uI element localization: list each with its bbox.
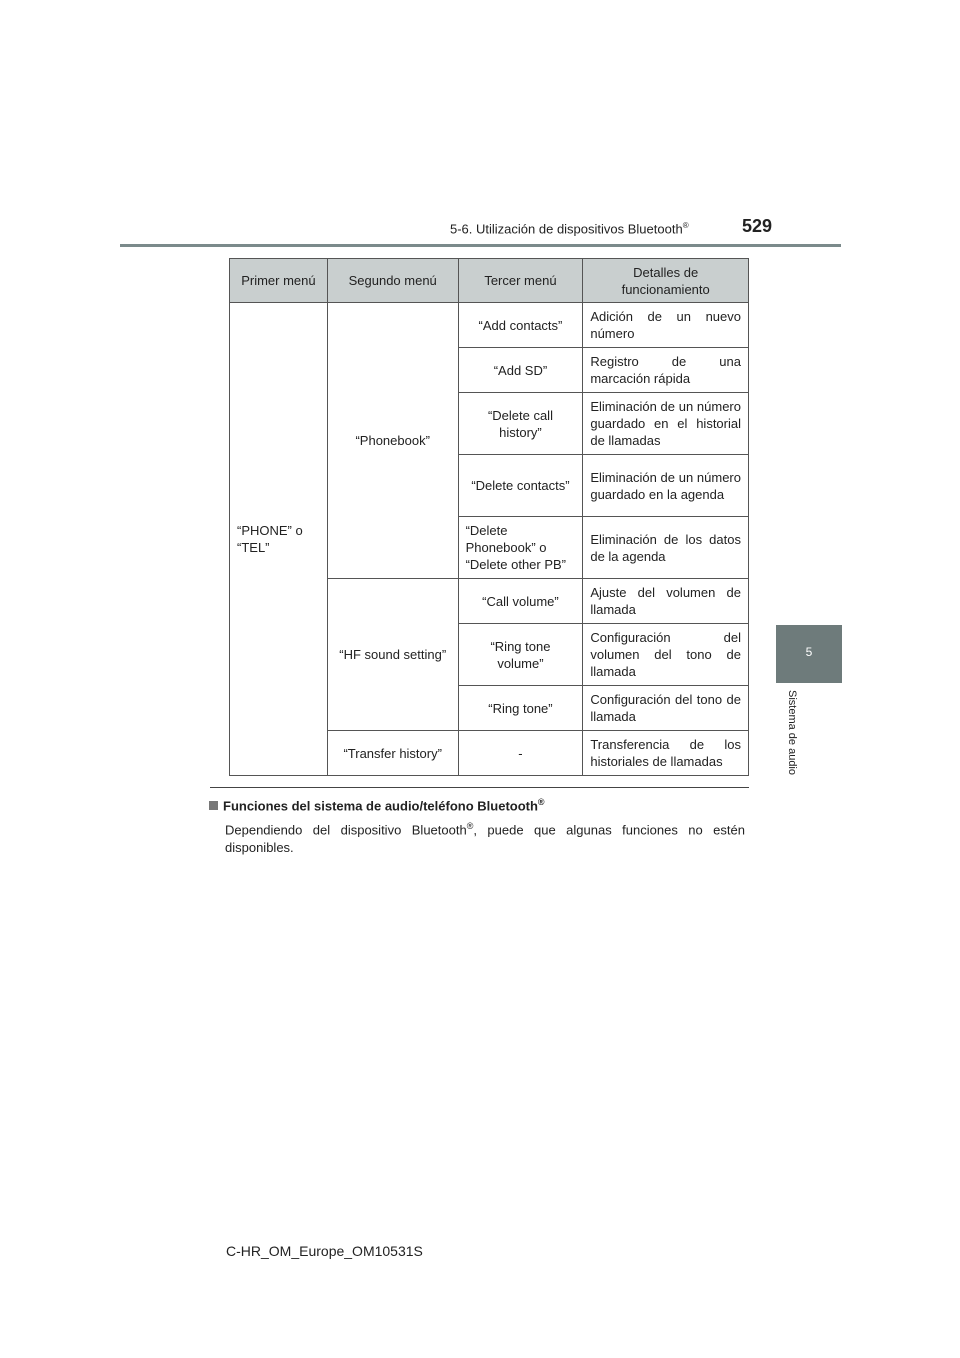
third-menu-cell: “Delete Phonebook” o “Delete other PB” [458,517,583,579]
header-primer-menu: Primer menú [230,259,328,303]
header-detalles: Detalles de funcionamiento [583,259,749,303]
chapter-label: Sistema de audio [786,690,798,775]
registered-mark: ® [537,797,545,807]
third-menu-cell: “Ring tone volume” [458,624,583,686]
detail-cell: Eliminación de un número guardado en el historial de llamadas [583,393,749,455]
header-divider [120,244,841,247]
third-menu-cell: “Ring tone” [458,686,583,731]
table-header-row [230,259,749,303]
third-menu-cell: “Delete call history” [458,393,583,455]
body-text-part1: Dependiendo del dispositivo Bluetooth [225,822,467,838]
detail-cell: Configuración del tono de llamada [583,686,749,731]
detail-cell: Registro de una marcación rápida [583,348,749,393]
third-menu-cell: “Add SD” [458,348,583,393]
registered-mark: ® [466,821,474,831]
square-bullet-icon [209,801,218,810]
third-menu-cell: “Call volume” [458,579,583,624]
section-heading [209,797,545,813]
first-menu-cell: “PHONE” o “TEL” [230,303,328,776]
detail-cell: Ajuste del volumen de llamada [583,579,749,624]
section-divider [210,787,749,788]
second-menu-cell: “Transfer history” [327,731,458,776]
chapter-number: 5 [805,645,813,659]
table-row [230,303,749,348]
second-menu-cell: “Phonebook” [327,303,458,579]
body-text-part2: , puede que algunas funciones no estén disponibles. [225,822,745,856]
menu-table [229,258,749,776]
document-id: C-HR_OM_Europe_OM10531S [226,1243,423,1259]
chapter-tab [776,625,842,683]
detail-cell: Eliminación de un número guardado en la agenda [583,455,749,517]
section-heading-text: Funciones del sistema de audio/teléfono Bluetooth [223,798,538,814]
detail-cell: Configuración del volumen del tono de llamada [583,624,749,686]
detail-cell: Adición de un nuevo número [583,303,749,348]
detail-cell: Eliminación de los datos de la agenda [583,517,749,579]
third-menu-cell: “Delete contacts” [458,455,583,517]
third-menu-cell: - [458,731,583,776]
header-tercer-menu: Tercer menú [458,259,583,303]
header-segundo-menu: Segundo menú [327,259,458,303]
section-body [225,817,745,857]
second-menu-cell: “HF sound setting” [327,579,458,731]
detail-cell: Transferencia de los historiales de llamadas [583,731,749,776]
section-title [450,221,689,236]
registered-mark: ® [682,221,689,230]
section-title-text: 5-6. Utilización de dispositivos Bluetooth [450,221,683,237]
page-number: 529 [742,216,773,236]
third-menu-cell: “Add contacts” [458,303,583,348]
